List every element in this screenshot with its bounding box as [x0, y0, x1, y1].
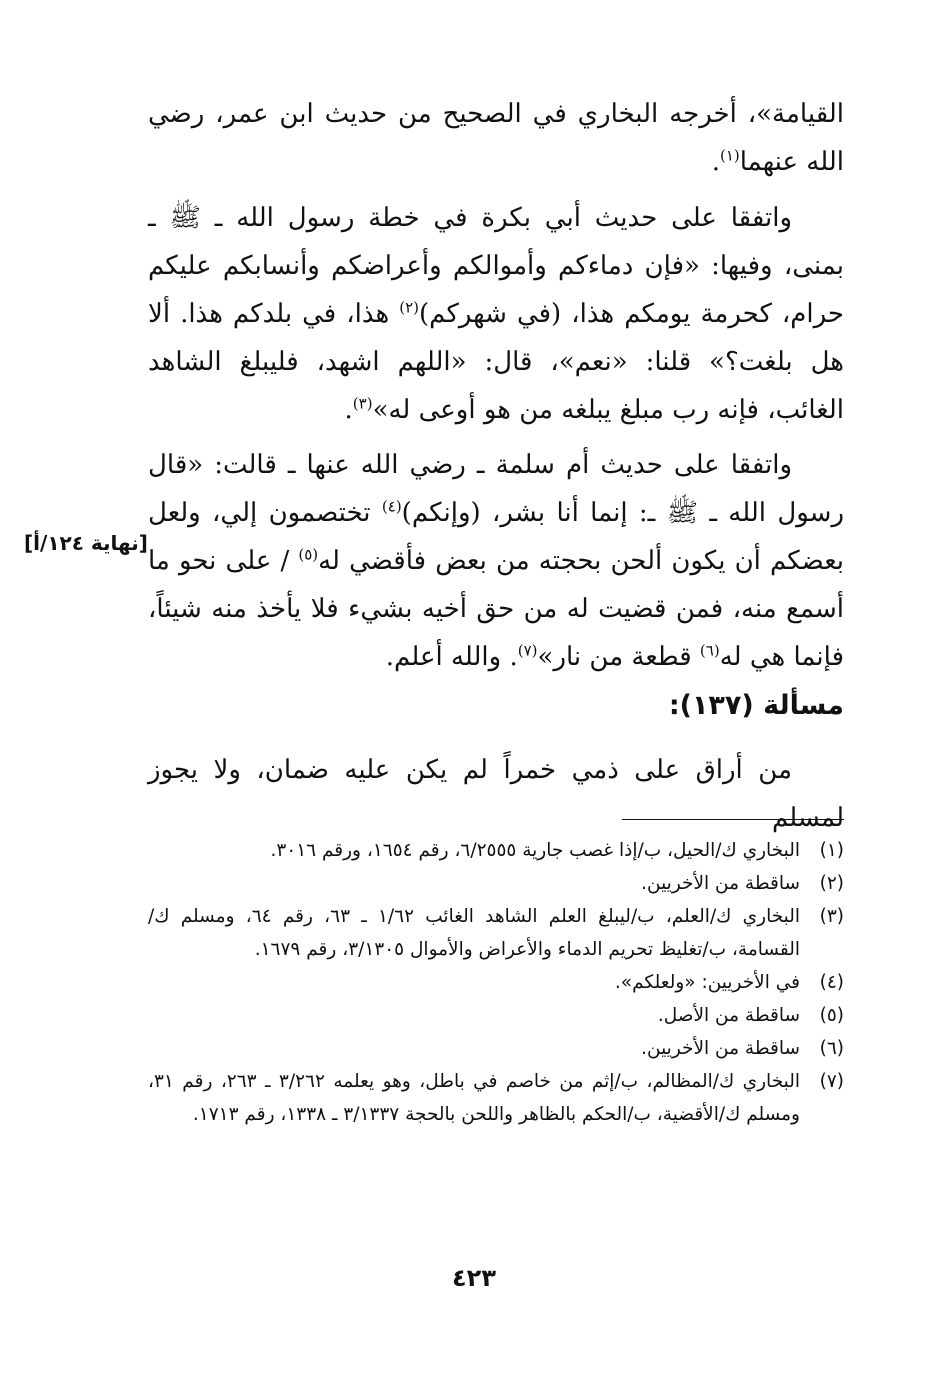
- footnote-ref-7[interactable]: (٧): [517, 641, 538, 660]
- paragraph-3-part-d: قطعة من نار»: [537, 642, 700, 672]
- paragraph-4: [148, 746, 844, 842]
- footnote-number: (١): [819, 840, 844, 861]
- footnote-ref-5[interactable]: (٥): [298, 545, 319, 564]
- footnotes: [148, 834, 844, 1131]
- footnote-text: البخاري ك/الحيل، ب/إذا غصب جارية ٦/٢٥٥٥، رقم ١٦٥٤، ورقم ٣٠١٦.: [270, 840, 800, 861]
- footnote-1: [148, 834, 844, 867]
- footnote-text: ساقطة من الأصل.: [657, 1005, 800, 1026]
- section-heading: مسألة (١٣٧):: [668, 690, 844, 721]
- paragraph-1-part-a: القيامة»، أخرجه البخاري في الصحيح من حديث ابن عمر، رضي الله عنهما: [148, 99, 844, 177]
- footnote-ref-1[interactable]: (١): [719, 146, 740, 165]
- footnote-ref-4[interactable]: (٤): [381, 497, 402, 516]
- paragraph-1: [148, 90, 844, 186]
- paragraph-3-part-b: تختصمون إلي، ولعل بعضكم أن يكون ألحن بحجته من بعض فأقضي له: [148, 498, 844, 576]
- footnote-ref-2[interactable]: (٢): [399, 298, 419, 317]
- footnote-4: [148, 966, 844, 999]
- footnote-number: (٣): [819, 906, 844, 927]
- footnote-5: [148, 999, 844, 1032]
- margin-note: [نهاية ١٢٤/أ]: [24, 531, 148, 555]
- footnote-2: [148, 867, 844, 900]
- footnote-number: (٧): [819, 1071, 844, 1092]
- footnote-text: ساقطة من الأخريين.: [641, 1038, 800, 1059]
- paragraph-3-text: [148, 441, 844, 681]
- footnote-number: (٦): [819, 1038, 844, 1059]
- paragraph-3-part-e: . والله أعلم.: [385, 642, 518, 672]
- paragraph-2-text: [148, 194, 844, 434]
- paragraph-2-part-c: .: [344, 395, 353, 425]
- paragraph-3-part-c: / على نحو ما أسمع منه، فمن قضيت له من حق أخيه بشيء فلا يأخذ منه شيئاً، فإنما هي له: [148, 546, 844, 672]
- paragraph-3-part-a: واتفقا على حديث أم سلمة ـ رضي الله عنها ـ قالت: «قال رسول الله ـ ﷺ ـ: إنما أنا بشر، (وإنكم): [148, 450, 844, 528]
- footnote-text: في الأخريين: «ولعلكم».: [614, 972, 800, 993]
- footnote-6: [148, 1032, 844, 1065]
- footnote-ref-6[interactable]: (٦): [699, 641, 720, 660]
- paragraph-2: [148, 194, 844, 434]
- footnote-ref-3[interactable]: (٣): [352, 394, 373, 413]
- footnote-number: (٤): [819, 972, 844, 993]
- footnote-number: (٢): [819, 873, 844, 894]
- footnote-3: [148, 900, 844, 966]
- paragraph-4-text: من أراق على ذمي خمراً لم يكن عليه ضمان، ولا يجوز لمسلم: [148, 755, 844, 833]
- footnote-7: [148, 1065, 844, 1131]
- page-number: ٤٢٣: [452, 1264, 496, 1292]
- paragraph-2-part-a: واتفقا على حديث أبي بكرة في خطة رسول الله ـ ﷺ ـ بمنى، وفيها: «فإن دماءكم وأموالكم وأعراضكم وأنسابكم عليكم حرام، كحرمة يومكم هذا، (في شهركم): [148, 203, 844, 329]
- footnote-divider: [622, 819, 844, 820]
- paragraph-3: [148, 441, 844, 681]
- paragraph-1-part-b: .: [711, 147, 720, 177]
- paragraph-2-part-b: هذا، في بلدكم هذا. ألا هل بلغت؟» قلنا: «نعم»، قال: «اللهم اشهد، فليبلغ الشاهد الغائب، فإنه رب مبلغ يبلغه من هو أوعى له»: [148, 299, 844, 425]
- footnote-text: البخاري ك/المظالم، ب/إثم من خاصم في باطل، وهو يعلمه ٣/٢٦٢ ـ ٢٦٣، رقم ٣١، ومسلم ك/الأقضية، ب/الحكم بالظاهر واللحن بالحجة ٣/١٣٣٧ ـ ١٣٣٨، رقم ١٧١٣.: [148, 1071, 800, 1125]
- footnote-number: (٥): [819, 1005, 844, 1026]
- footnote-text: البخاري ك/العلم، ب/ليبلغ العلم الشاهد الغائب ١/٦٢ ـ ٦٣، رقم ٦٤، ومسلم ك/القسامة، ب/تغليظ تحريم الدماء والأعراض والأموال ٣/١٣٠٥، رقم ١٦٧٩.: [148, 906, 801, 960]
- footnote-text: ساقطة من الأخريين.: [641, 873, 800, 894]
- paragraph-1-text: [148, 90, 844, 186]
